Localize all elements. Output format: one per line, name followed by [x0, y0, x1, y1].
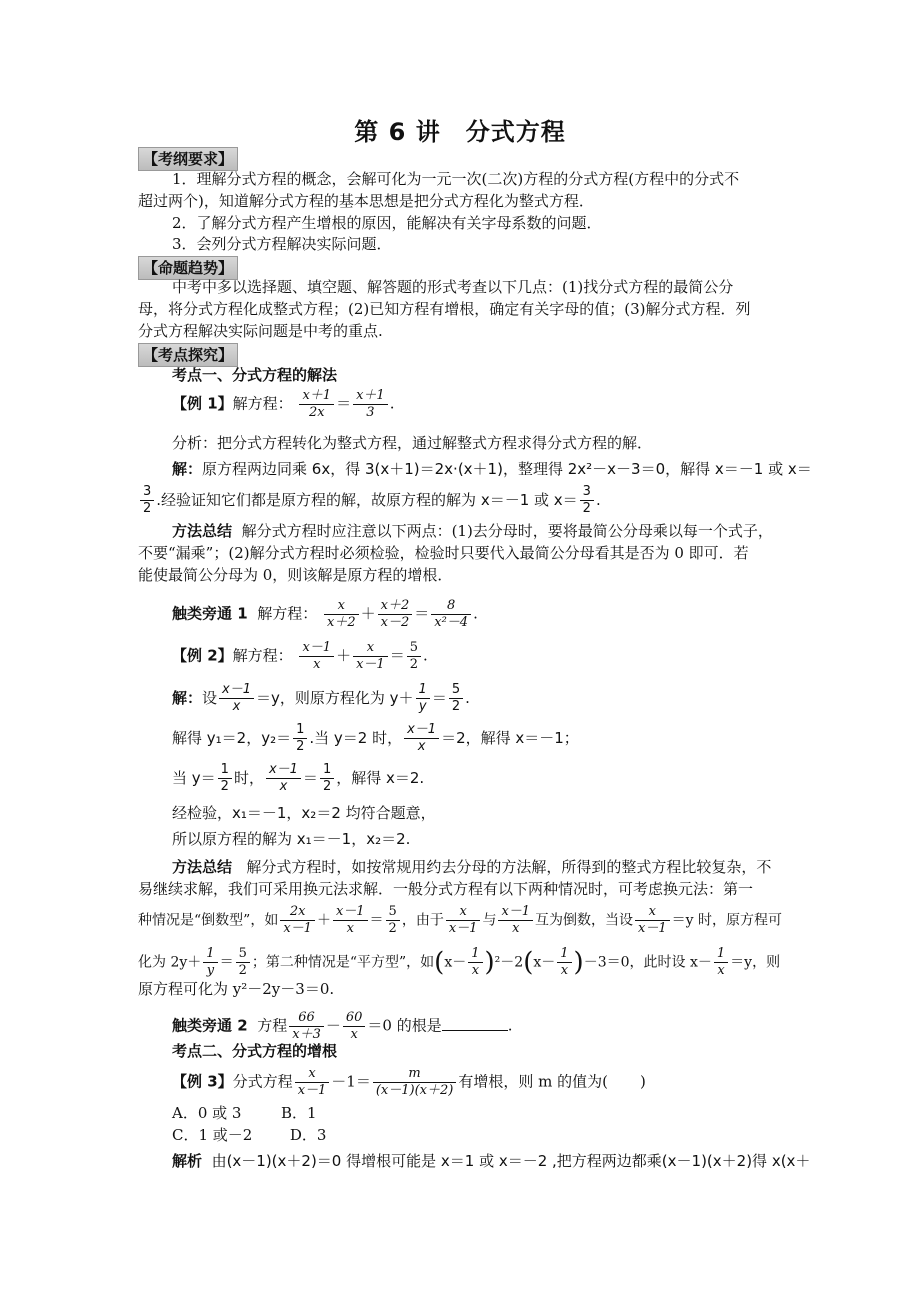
- options-row-1: [172, 1102, 317, 1124]
- fraction: $\frac{1}{2}$: [320, 762, 334, 795]
- fraction: $\frac{2x}{x-1}$: [280, 904, 315, 937]
- practice-1: 触类旁通 1 解方程： $\frac{x}{x+2}$ ＋ $\frac{x+2}{x-2}$ ＝ $\frac{8}{\text{x²－4}}$ .: [172, 598, 478, 630]
- fraction: $\frac{x}{x-1}$: [295, 1066, 330, 1099]
- fraction: $\frac{60}{x}$: [343, 1010, 366, 1043]
- example-3: 【例 3】分式方程 $\frac{x}{x-1}$ －1＝ $\frac{m}{(x-1)(x+2)}$ 有增根，则 m 的值为( ): [172, 1066, 646, 1098]
- analysis-3: 解析 由(x－1)(x＋2)＝0 得增根可能是 x＝1 或 x＝－2 ,把方程两边都乘(x－1)(x＋2)得 x(x＋: [172, 1152, 811, 1170]
- section-trend: 【命题趋势】: [138, 256, 238, 280]
- topic-1-heading: 考点一、分式方程的解法: [172, 366, 338, 384]
- fraction: $\frac{x}{x-1}$: [635, 904, 670, 937]
- req-line-4: 3．会列分式方程解决实际问题．: [172, 235, 392, 253]
- fraction: $\frac{1}{y}$: [416, 682, 430, 715]
- options-row-2: [172, 1124, 326, 1146]
- fraction: $\frac{x}{x+2}$: [324, 598, 359, 631]
- fraction: $\frac{1}{2}$: [218, 762, 232, 795]
- method-summary-1-line-3: 能使最简公分母为 0，则该解是原方程的增根．: [138, 566, 453, 584]
- req-line-2: 超过两个)，知道解分式方程的基本思想是把分式方程化为整式方程．: [138, 192, 594, 210]
- fraction: $\frac{1}{y}$: [203, 946, 217, 979]
- solution-2-line-5: 所以原方程的解为 x₁＝－1，x₂＝2.: [172, 830, 411, 848]
- option-b[interactable]: B．1: [281, 1104, 317, 1122]
- fraction: $\frac{x-1}{x}$: [404, 722, 439, 755]
- section-explore: 【考点探究】: [138, 343, 238, 367]
- fraction: $\frac{3}{2}$: [140, 484, 154, 517]
- fraction: $\frac{x}{x-1}$: [353, 640, 388, 673]
- fraction: $\frac{m}{(x-1)(x+2)}$: [373, 1066, 457, 1099]
- option-a[interactable]: A．0 或 3: [172, 1104, 242, 1122]
- fraction: $\frac{x-1}{x}$: [219, 682, 254, 715]
- practice-2: 触类旁通 2 方程 $\frac{66}{x+3}$ － $\frac{60}{x}$ ＝0 的根是 .: [172, 1010, 513, 1042]
- fraction: $\frac{1}{x}$: [468, 946, 482, 979]
- solution-1-line-1: 解：原方程两边同乘 6x，得 3(x＋1)＝2x·(x＋1)，整理得 2x²－x－3＝0，解得 x＝－1 或 x＝: [172, 460, 812, 478]
- trend-line-1: 中考中多以选择题、填空题、解答题的形式考查以下几点：(1)找分式方程的最简公分: [172, 278, 734, 296]
- method-summary-2-line-1: 方法总结 解分式方程时，如按常规用约去分母的方法解，所得到的整式方程比较复杂，不: [172, 858, 772, 876]
- fraction: $\frac{5}{2}$: [449, 682, 463, 715]
- fraction: $\frac{1}{x}$: [714, 946, 728, 979]
- analysis-text: 分析：把分式方程转化为整式方程，通过解整式方程求得分式方程的解．: [172, 434, 653, 452]
- fraction: $\frac{1}{x}$: [557, 946, 571, 979]
- fraction: $\frac{x-1}{x}$: [498, 904, 533, 937]
- fraction: $\frac{x-1}{x}$: [333, 904, 368, 937]
- example-2: 【例 2】解方程： $\frac{x-1}{x}$ ＋ $\frac{x}{x-1}$ ＝ $\frac{5}{2}$ .: [172, 640, 428, 672]
- topic-2-heading: 考点二、分式方程的增根: [172, 1042, 338, 1060]
- option-d[interactable]: D．3: [289, 1126, 327, 1144]
- solution-2-line-1: 解：设 $\frac{x-1}{x}$ ＝y，则原方程化为 y＋ $\frac{1}{y}$ ＝ $\frac{5}{2}$ .: [172, 682, 470, 714]
- req-line-1: 1．理解分式方程的概念，会解可化为一元一次(二次)方程的分式方程(方程中的分式不: [172, 170, 740, 188]
- fraction: $\frac{x+2}{x-2}$: [378, 598, 413, 631]
- page-title: 第 6 讲 分式方程: [354, 118, 566, 146]
- option-c[interactable]: C．1 或－2: [172, 1126, 253, 1144]
- fraction: $\frac{1}{2}$: [293, 722, 307, 755]
- fraction: $\frac{x+1}{3}$: [353, 388, 388, 421]
- example-1-label: 【例 1】: [172, 394, 233, 413]
- solution-1-line-2: $\frac{3}{2}$ .经验证知它们都是原方程的解，故原方程的解为 x＝－1 或 x＝ $\frac{3}{2}$ .: [138, 484, 601, 517]
- fraction: $\frac{5}{2}$: [236, 946, 250, 979]
- fraction: $\frac{x-1}{x}$: [266, 762, 301, 795]
- fraction: $\frac{5}{2}$: [407, 640, 421, 673]
- method-summary-2-line-5: 原方程可化为 y²－2y－3＝0.: [138, 980, 335, 998]
- fraction: $\frac{5}{2}$: [386, 904, 400, 937]
- fraction: $\frac{8}{\text{x²－4}}$: [431, 598, 471, 631]
- fraction: $\frac{x-1}{x}$: [299, 640, 334, 673]
- fraction: $\frac{3}{2}$: [580, 484, 594, 517]
- solution-2-line-2: 解得 y₁＝2，y₂＝ $\frac{1}{2}$ .当 y＝2 时， $\frac{x-1}{x}$ ＝2，解得 x＝－1；: [172, 722, 579, 754]
- method-summary-2-line-2: 易继续求解，我们可采用换元法求解．一般分式方程有以下两种情况时，可考虑换元法：第一: [138, 880, 754, 898]
- fraction: $\frac{66}{x+3}$: [289, 1010, 324, 1043]
- fraction: $\frac{x+1}{2x}$: [299, 388, 334, 421]
- req-line-3: 2．了解分式方程产生增根的原因，能解决有关字母系数的问题．: [172, 214, 602, 232]
- method-summary-2-line-3: 种情况是“倒数型”，如 $\frac{2x}{x-1}$ ＋ $\frac{x-1}{x}$ ＝ $\frac{5}{2}$ ，由于 $\frac{x}{x-1}$ 与 $\frac{x-1}{x}$ 互为倒数，当设 $\frac{x}{x-1}$ ＝y 时，原方程可: [138, 904, 783, 936]
- answer-blank[interactable]: [442, 1016, 508, 1031]
- example-1-text: 解方程：: [232, 394, 293, 413]
- section-requirements: 【考纲要求】: [138, 147, 238, 171]
- method-summary-1-line-1: 方法总结 解分式方程时应注意以下两点：(1)去分母时，要将最简公分母乘以每一个式子，: [172, 522, 773, 540]
- trend-line-3: 分式方程解决实际问题是中考的重点.: [138, 322, 383, 340]
- method-summary-2-line-4: 化为 2y＋ $\frac{1}{y}$ ＝ $\frac{5}{2}$ ；第二种情况是“平方型”，如(x－ $\frac{1}{x}$ )²－2(x－ $\frac{1}{x}$ )－3＝0，此时设 x－ $\frac{1}{x}$ ＝y，则: [138, 946, 781, 978]
- solution-2-line-3: 当 y＝ $\frac{1}{2}$ 时， $\frac{x-1}{x}$ ＝ $\frac{1}{2}$ ，解得 x＝2.: [172, 762, 425, 794]
- trend-line-2: 母，将分式方程化成整式方程；(2)已知方程有增根，确定有关字母的值；(3)解分式方程．列: [138, 300, 751, 318]
- example-1: 【例 1】解方程： $\frac{x+1}{2x}$ ＝ $\frac{x+1}{3}$ .: [172, 388, 395, 420]
- method-summary-1-line-2: 不要“漏乘”；(2)解分式方程时必须检验，检验时只要代入最简公分母看其是否为 0 即可．若: [138, 544, 749, 562]
- solution-2-line-4: 经检验，x₁＝－1，x₂＝2 均符合题意，: [172, 804, 436, 822]
- fraction: $\frac{x}{x-1}$: [446, 904, 481, 937]
